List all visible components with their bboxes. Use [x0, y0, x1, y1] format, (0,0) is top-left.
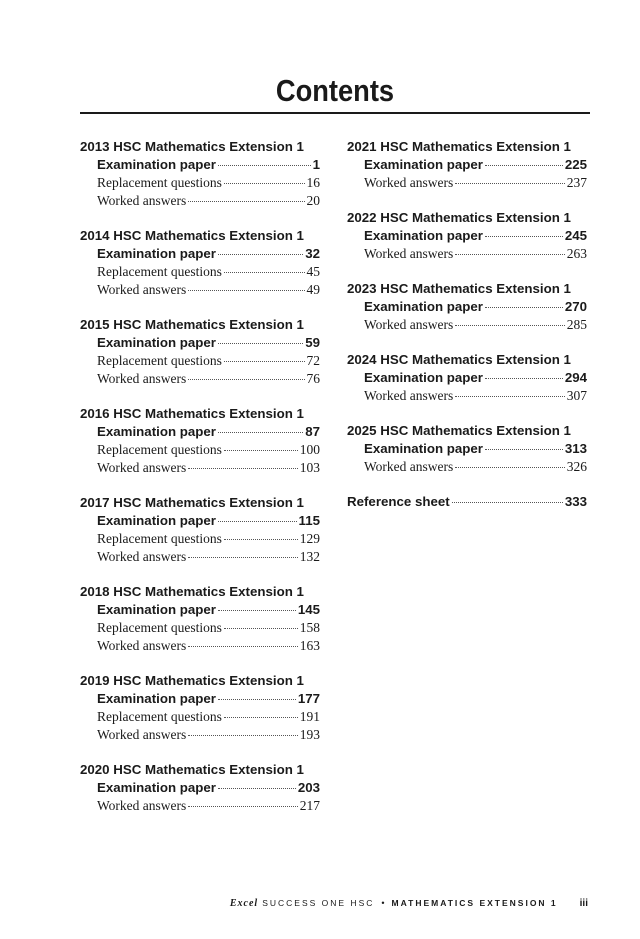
toc-entry[interactable]: [80, 441, 320, 459]
contents-group: [347, 138, 587, 192]
dot-leader: [188, 735, 297, 736]
toc-entry[interactable]: [347, 440, 587, 458]
dot-leader: [218, 254, 303, 255]
group-heading: 2014 HSC Mathematics Extension 1: [80, 228, 304, 243]
contents-right-column: [347, 138, 587, 528]
toc-entry-label: Worked answers: [97, 282, 187, 297]
page-title: Contents: [275, 73, 395, 108]
toc-entry-page-number: 270: [564, 299, 587, 314]
toc-entry[interactable]: [80, 370, 320, 388]
toc-entry-page-number: 59: [305, 335, 320, 350]
toc-entry-label: Examination paper: [97, 513, 216, 528]
contents-group: [80, 138, 320, 210]
toc-entry-label: Examination paper: [97, 246, 216, 261]
dot-leader: [485, 165, 563, 166]
toc-entry[interactable]: [347, 156, 587, 174]
dot-leader: [218, 432, 303, 433]
toc-entry-page-number: 87: [305, 424, 320, 439]
toc-entry-label: Replacement questions: [97, 442, 222, 457]
group-heading: 2015 HSC Mathematics Extension 1: [80, 317, 304, 332]
dot-leader: [224, 183, 305, 184]
toc-entry-page-number: 129: [299, 531, 320, 546]
dot-leader: [188, 379, 304, 380]
contents-group: [347, 493, 587, 511]
toc-entry[interactable]: [80, 708, 320, 726]
dot-leader: [224, 539, 298, 540]
dot-leader: [188, 468, 297, 469]
toc-entry[interactable]: [80, 174, 320, 192]
dot-leader: [188, 290, 304, 291]
toc-entry[interactable]: [80, 726, 320, 744]
dot-leader: [188, 201, 304, 202]
dot-leader: [485, 236, 563, 237]
dot-leader: [485, 449, 563, 450]
toc-entry-page-number: 1: [312, 157, 320, 172]
toc-entry-label: Worked answers: [364, 388, 454, 403]
toc-entry-label: Worked answers: [97, 549, 187, 564]
dot-leader: [455, 254, 564, 255]
dot-leader: [218, 521, 297, 522]
title-rule: [80, 112, 590, 114]
dot-leader: [218, 699, 296, 700]
dot-leader: [224, 361, 305, 362]
toc-entry-label: Replacement questions: [97, 353, 222, 368]
dot-leader: [218, 788, 296, 789]
toc-entry-label: Examination paper: [97, 335, 216, 350]
toc-entry[interactable]: [80, 423, 320, 441]
toc-entry-label: Worked answers: [364, 246, 454, 261]
toc-entry[interactable]: [80, 156, 320, 174]
toc-entry-label: Worked answers: [97, 638, 187, 653]
toc-entry-label: Examination paper: [364, 299, 483, 314]
toc-entry-label: Worked answers: [97, 798, 187, 813]
toc-entry-page-number: 132: [299, 549, 320, 564]
dot-leader: [455, 467, 564, 468]
toc-entry[interactable]: [80, 459, 320, 477]
toc-entry[interactable]: [80, 192, 320, 210]
toc-entry-page-number: 307: [566, 388, 587, 403]
toc-entry-page-number: 103: [299, 460, 320, 475]
toc-entry[interactable]: [80, 263, 320, 281]
contents-group: [347, 422, 587, 476]
toc-entry-label: Worked answers: [97, 371, 187, 386]
toc-entry[interactable]: [347, 316, 587, 334]
footer-series: SUCCESS ONE HSC: [262, 898, 375, 908]
toc-entry-page-number: 263: [566, 246, 587, 261]
dot-leader: [224, 450, 298, 451]
toc-entry[interactable]: [347, 458, 587, 476]
toc-entry-page-number: 285: [566, 317, 587, 332]
toc-entry-label: Examination paper: [97, 602, 216, 617]
toc-entry[interactable]: [80, 690, 320, 708]
toc-entry-page-number: 163: [299, 638, 320, 653]
toc-entry-page-number: 100: [299, 442, 320, 457]
contents-group: [80, 494, 320, 566]
dot-leader: [218, 610, 296, 611]
toc-entry[interactable]: [347, 227, 587, 245]
toc-entry[interactable]: [80, 797, 320, 815]
toc-entry[interactable]: [80, 512, 320, 530]
dot-leader: [485, 307, 563, 308]
toc-entry-page-number: 225: [564, 157, 587, 172]
toc-entry-page-number: 203: [297, 780, 320, 795]
toc-entry-page-number: 177: [297, 691, 320, 706]
group-heading: 2018 HSC Mathematics Extension 1: [80, 584, 304, 599]
toc-entry[interactable]: [80, 779, 320, 797]
group-heading: 2019 HSC Mathematics Extension 1: [80, 673, 304, 688]
toc-entry-page-number: 326: [566, 459, 587, 474]
contents-group: [80, 761, 320, 815]
footer-brand: Excel: [229, 898, 259, 909]
toc-entry[interactable]: [80, 281, 320, 299]
toc-entry-label: Replacement questions: [97, 175, 222, 190]
contents-group: [80, 316, 320, 388]
dot-leader: [224, 717, 298, 718]
toc-entry-label: Replacement questions: [97, 531, 222, 546]
toc-entry[interactable]: [80, 637, 320, 655]
toc-entry-label: Worked answers: [97, 193, 187, 208]
toc-entry-page-number: 217: [299, 798, 320, 813]
dot-leader: [224, 628, 298, 629]
toc-entry-label: Worked answers: [97, 727, 187, 742]
toc-entry-page-number: 294: [564, 370, 587, 385]
toc-entry[interactable]: [80, 530, 320, 548]
toc-entry-label: Examination paper: [97, 691, 216, 706]
toc-entry-label: Examination paper: [364, 157, 483, 172]
toc-entry-page-number: 237: [566, 175, 587, 190]
contents-group: [80, 672, 320, 744]
contents-group: [347, 209, 587, 263]
toc-entry-label: Worked answers: [364, 317, 454, 332]
toc-entry[interactable]: [347, 245, 587, 263]
footer-separator: •: [381, 898, 385, 908]
toc-entry-label: Examination paper: [97, 424, 216, 439]
toc-entry[interactable]: [80, 619, 320, 637]
toc-entry-page-number: 191: [299, 709, 320, 724]
toc-entry[interactable]: [80, 334, 320, 352]
group-heading: 2021 HSC Mathematics Extension 1: [347, 139, 571, 154]
toc-entry-label: Examination paper: [97, 157, 216, 172]
toc-entry-label: Reference sheet: [347, 494, 450, 509]
toc-entry-page-number: 158: [299, 620, 320, 635]
toc-entry[interactable]: [80, 548, 320, 566]
toc-entry-page-number: 333: [564, 494, 587, 509]
contents-group: [80, 405, 320, 477]
toc-entry-label: Examination paper: [364, 370, 483, 385]
contents-left-column: [80, 138, 320, 832]
dot-leader: [188, 557, 297, 558]
toc-entry-label: Examination paper: [364, 228, 483, 243]
toc-entry[interactable]: [347, 174, 587, 192]
toc-entry-label: Worked answers: [97, 460, 187, 475]
footer-subject: MATHEMATICS EXTENSION 1: [391, 898, 558, 908]
toc-entry-label: Replacement questions: [97, 709, 222, 724]
group-heading: 2023 HSC Mathematics Extension 1: [347, 281, 571, 296]
dot-leader: [452, 502, 563, 503]
group-heading: 2024 HSC Mathematics Extension 1: [347, 352, 571, 367]
toc-entry-page-number: 115: [298, 513, 320, 528]
toc-entry-label: Examination paper: [97, 780, 216, 795]
toc-entry-page-number: 193: [299, 727, 320, 742]
toc-entry-page-number: 45: [306, 264, 320, 279]
group-heading: 2013 HSC Mathematics Extension 1: [80, 139, 304, 154]
toc-entry[interactable]: [347, 387, 587, 405]
dot-leader: [224, 272, 305, 273]
toc-entry-label: Worked answers: [364, 459, 454, 474]
dot-leader: [485, 378, 563, 379]
group-heading: 2020 HSC Mathematics Extension 1: [80, 762, 304, 777]
toc-entry-label: Worked answers: [364, 175, 454, 190]
contents-group: [347, 351, 587, 405]
contents-group: [347, 280, 587, 334]
toc-entry-label: Replacement questions: [97, 620, 222, 635]
toc-entry-label: Replacement questions: [97, 264, 222, 279]
toc-entry[interactable]: [80, 352, 320, 370]
toc-entry[interactable]: [80, 601, 320, 619]
dot-leader: [455, 325, 564, 326]
toc-entry-page-number: 49: [306, 282, 320, 297]
toc-entry[interactable]: [347, 493, 587, 511]
group-heading: 2025 HSC Mathematics Extension 1: [347, 423, 571, 438]
footer-page-number: iii: [579, 898, 588, 909]
dot-leader: [455, 183, 564, 184]
toc-entry-page-number: 245: [564, 228, 587, 243]
dot-leader: [455, 396, 564, 397]
toc-entry-page-number: 32: [305, 246, 320, 261]
group-heading: 2016 HSC Mathematics Extension 1: [80, 406, 304, 421]
dot-leader: [188, 806, 297, 807]
dot-leader: [218, 343, 303, 344]
dot-leader: [218, 165, 311, 166]
toc-entry[interactable]: [347, 369, 587, 387]
contents-group: [80, 583, 320, 655]
toc-entry-label: Examination paper: [364, 441, 483, 456]
toc-entry-page-number: 145: [297, 602, 320, 617]
toc-entry-page-number: 20: [306, 193, 320, 208]
group-heading: 2022 HSC Mathematics Extension 1: [347, 210, 571, 225]
contents-group: [80, 227, 320, 299]
toc-entry-page-number: 72: [306, 353, 320, 368]
group-heading: 2017 HSC Mathematics Extension 1: [80, 495, 304, 510]
page-footer: [230, 898, 588, 909]
toc-entry-page-number: 76: [306, 371, 320, 386]
toc-entry[interactable]: [80, 245, 320, 263]
toc-entry-page-number: 313: [564, 441, 587, 456]
toc-entry-page-number: 16: [306, 175, 320, 190]
dot-leader: [188, 646, 297, 647]
toc-entry[interactable]: [347, 298, 587, 316]
